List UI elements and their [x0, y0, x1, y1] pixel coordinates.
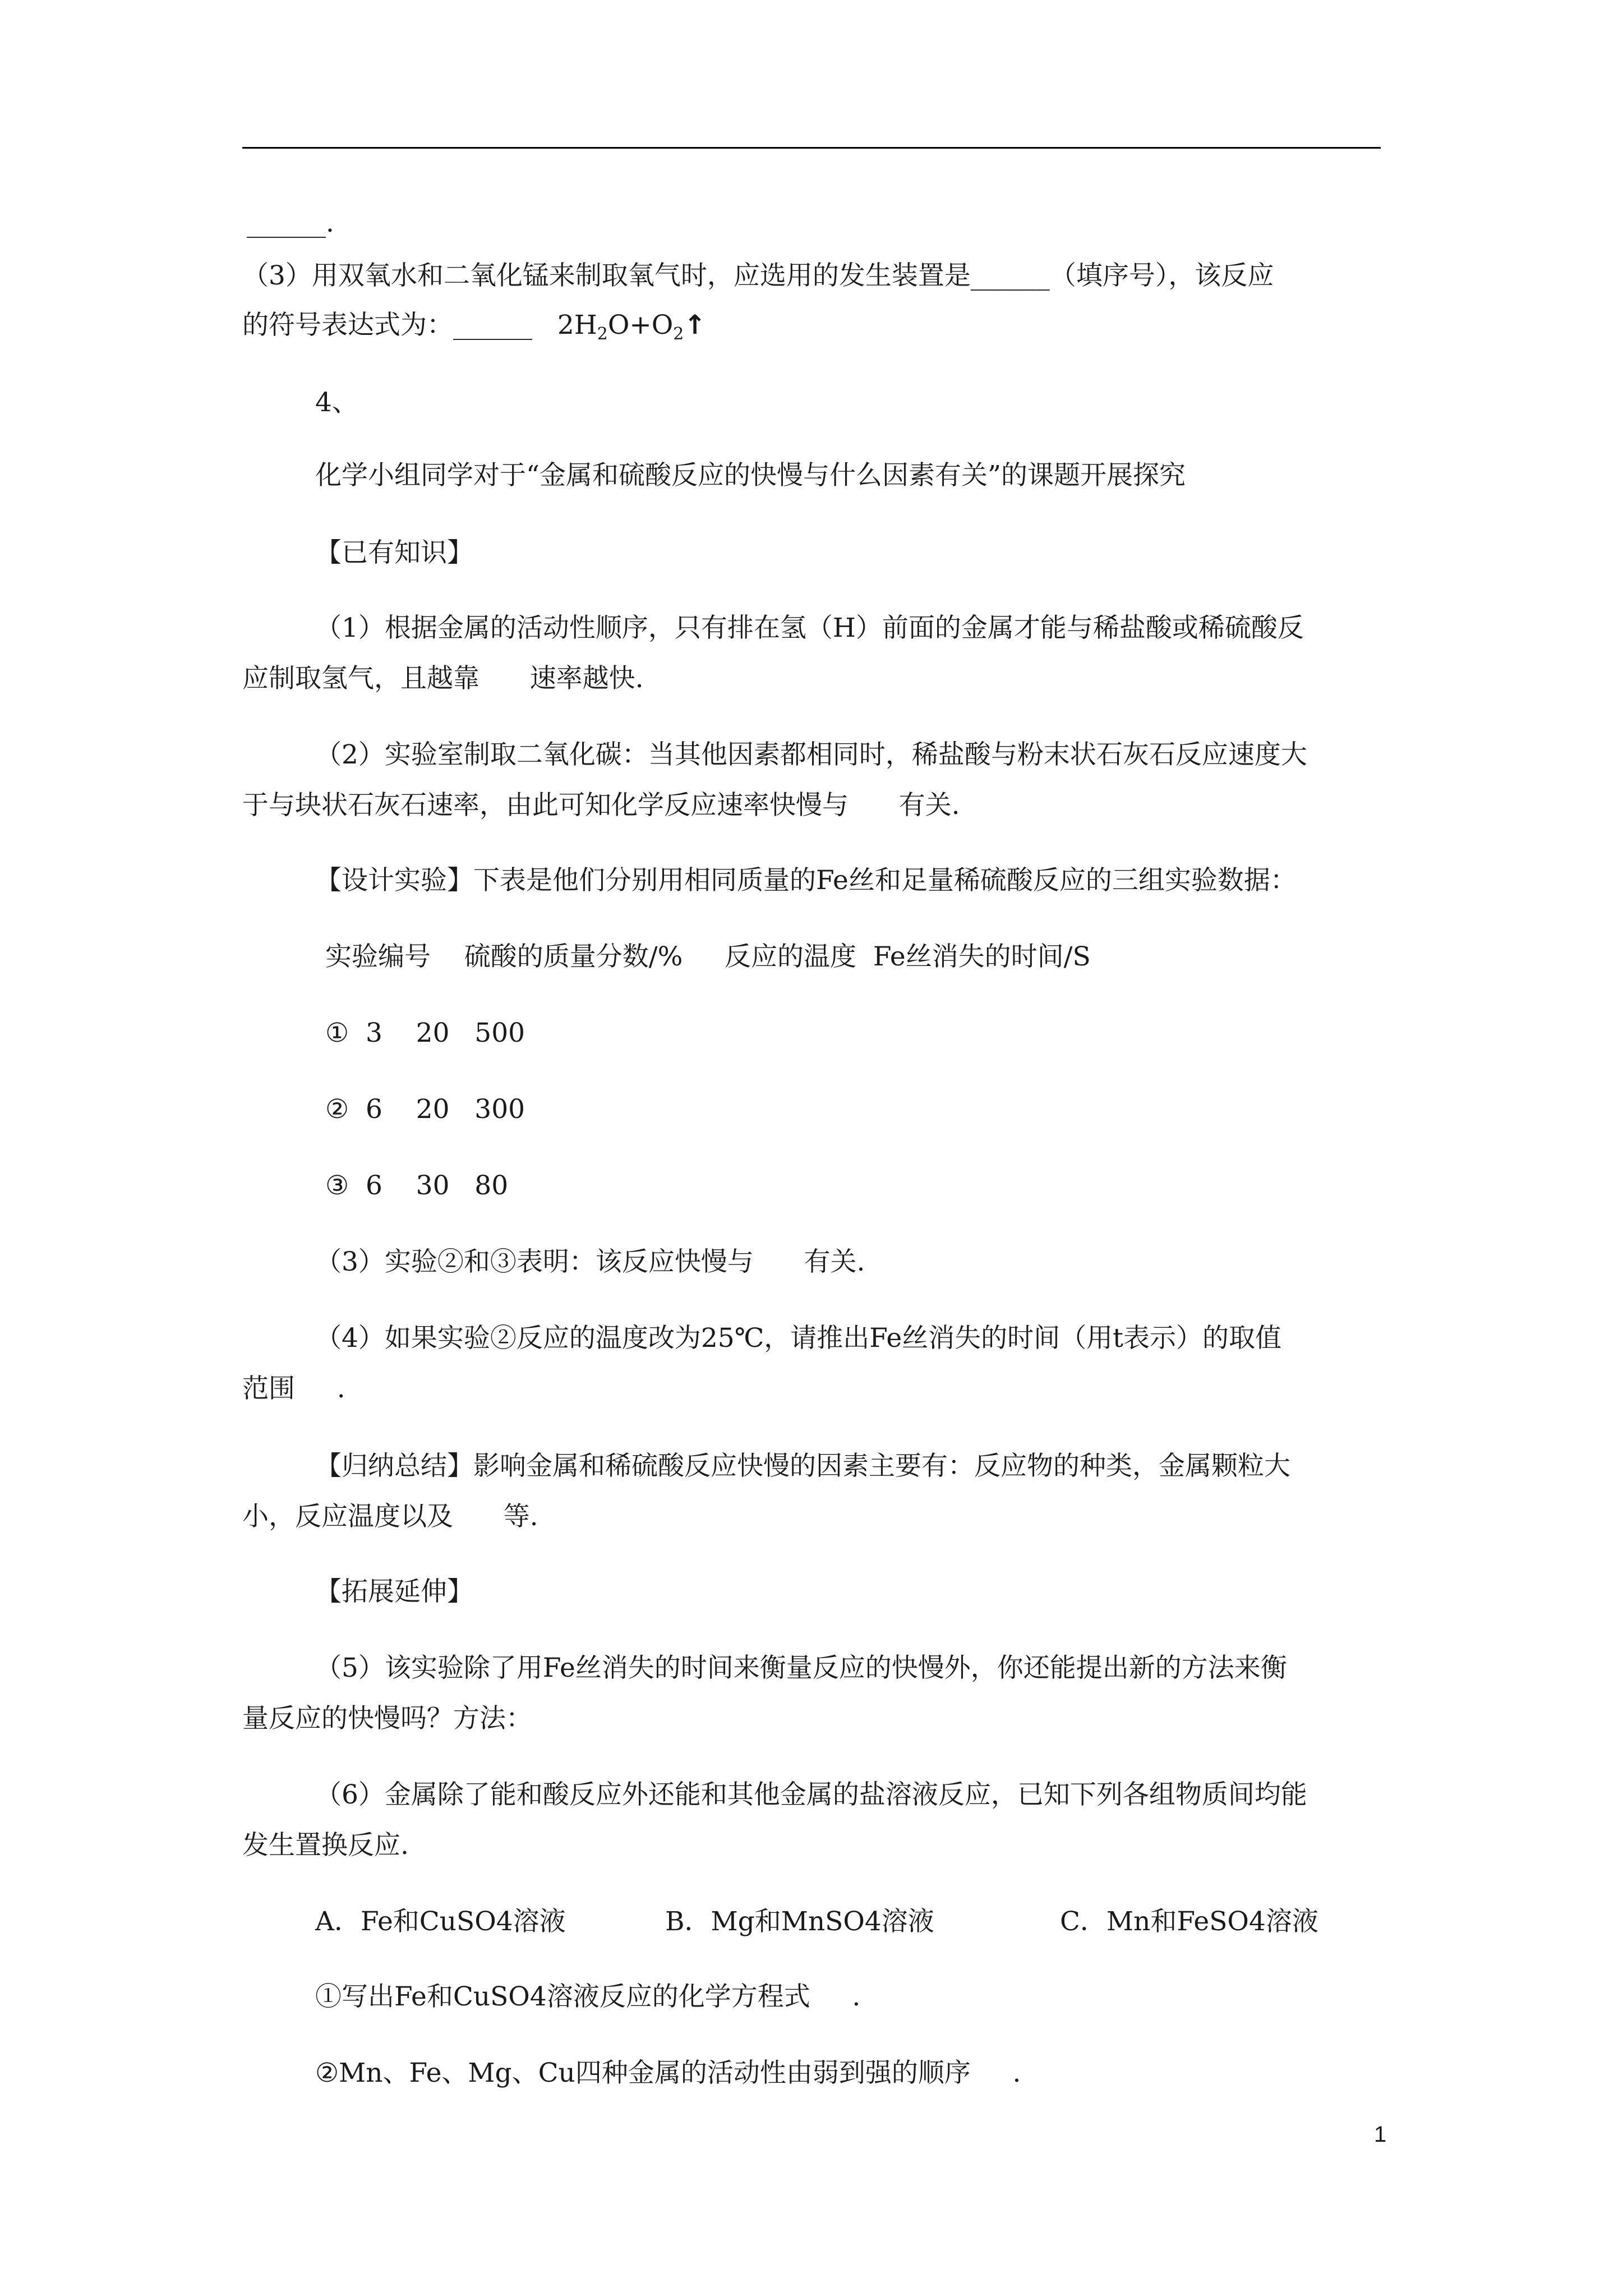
question-4-number: 4、 — [315, 387, 358, 418]
question-5-line1: （5）该实验除了用Fe丝消失的时间来衡量反应的快慢外，你还能提出新的方法来衡 — [315, 1653, 1287, 1683]
subscript-2b: 2 — [673, 324, 684, 344]
option-b: B．Mg和MnSO4溶液 — [665, 1906, 934, 1937]
intro-paragraph: 化学小组同学对于“金属和硫酸反应的快慢与什么因素有关”的课题开展探究 — [315, 460, 1186, 491]
known-1-line2: 应制取氢气，且越靠 速率越快. — [242, 663, 644, 694]
q3-text-mid: O+O — [607, 310, 674, 341]
known-heading: 【已有知识】 — [315, 537, 473, 568]
extension-heading: 【拓展延伸】 — [315, 1576, 473, 1607]
design-paragraph: 【设计实验】下表是他们分别用相同质量的Fe丝和足量稀硫酸反应的三组实验数据： — [315, 865, 1297, 896]
question-4-line2: 范围 . — [242, 1373, 345, 1404]
up-arrow-icon: ↑ — [684, 310, 706, 341]
table-row-1: ① 3 20 500 — [325, 1018, 525, 1048]
question-5-line2: 量反应的快慢吗？方法： — [242, 1703, 532, 1734]
question-4-line1: （4）如果实验②反应的温度改为25℃，请推出Fe丝消失的时间（用t表示）的取值 — [315, 1323, 1282, 1354]
summary-line1: 【归纳总结】影响金属和稀硫酸反应快慢的因素主要有：反应物的种类，金属颗粒大 — [315, 1451, 1290, 1481]
q3-text-prefix: 的符号表达式为：______ 2H — [242, 310, 597, 341]
blank-line: ______. — [247, 208, 334, 238]
question-6-line1: （6）金属除了能和酸反应外还能和其他金属的盐溶液反应，已知下列各组物质间均能 — [315, 1779, 1307, 1810]
q3-text-line2 — [242, 309, 706, 342]
summary-line2: 小，反应温度以及 等. — [242, 1501, 538, 1532]
known-2-line1: （2）实验室制取二氧化碳：当其他因素都相同时，稀盐酸与粉末状石灰石反应速度大 — [315, 739, 1307, 770]
table-header: 实验编号 硫酸的质量分数/% 反应的温度 Fe丝消失的时间/S — [325, 941, 1091, 972]
subquestion-1: ①写出Fe和CuSO4溶液反应的化学方程式 . — [315, 1981, 861, 2012]
subquestion-2: ②Mn、Fe、Mg、Cu四种金属的活动性由弱到强的顺序 . — [315, 2058, 1021, 2088]
subscript-2a: 2 — [597, 324, 608, 344]
q3-text-line1: （3）用双氧水和二氧化锰来制取氧气时，应选用的发生装置是______（填序号），该反应 — [242, 260, 1274, 291]
page-number: 1 — [1374, 2122, 1387, 2147]
table-row-2: ② 6 20 300 — [325, 1094, 525, 1125]
option-a: A．Fe和CuSO4溶液 — [315, 1906, 566, 1937]
option-c: C．Mn和FeSO4溶液 — [1060, 1906, 1318, 1937]
known-2-line2: 于与块状石灰石速率，由此可知化学反应速率快慢与 有关. — [242, 790, 960, 821]
question-3: （3）实验②和③表明：该反应快慢与 有关. — [315, 1246, 865, 1277]
known-1-line1: （1）根据金属的活动性顺序，只有排在氢（H）前面的金属才能与稀盐酸或稀硫酸反 — [315, 613, 1304, 643]
table-row-3: ③ 6 30 80 — [325, 1170, 509, 1201]
question-6-line2: 发生置换反应. — [242, 1830, 409, 1861]
header-rule — [242, 147, 1381, 149]
